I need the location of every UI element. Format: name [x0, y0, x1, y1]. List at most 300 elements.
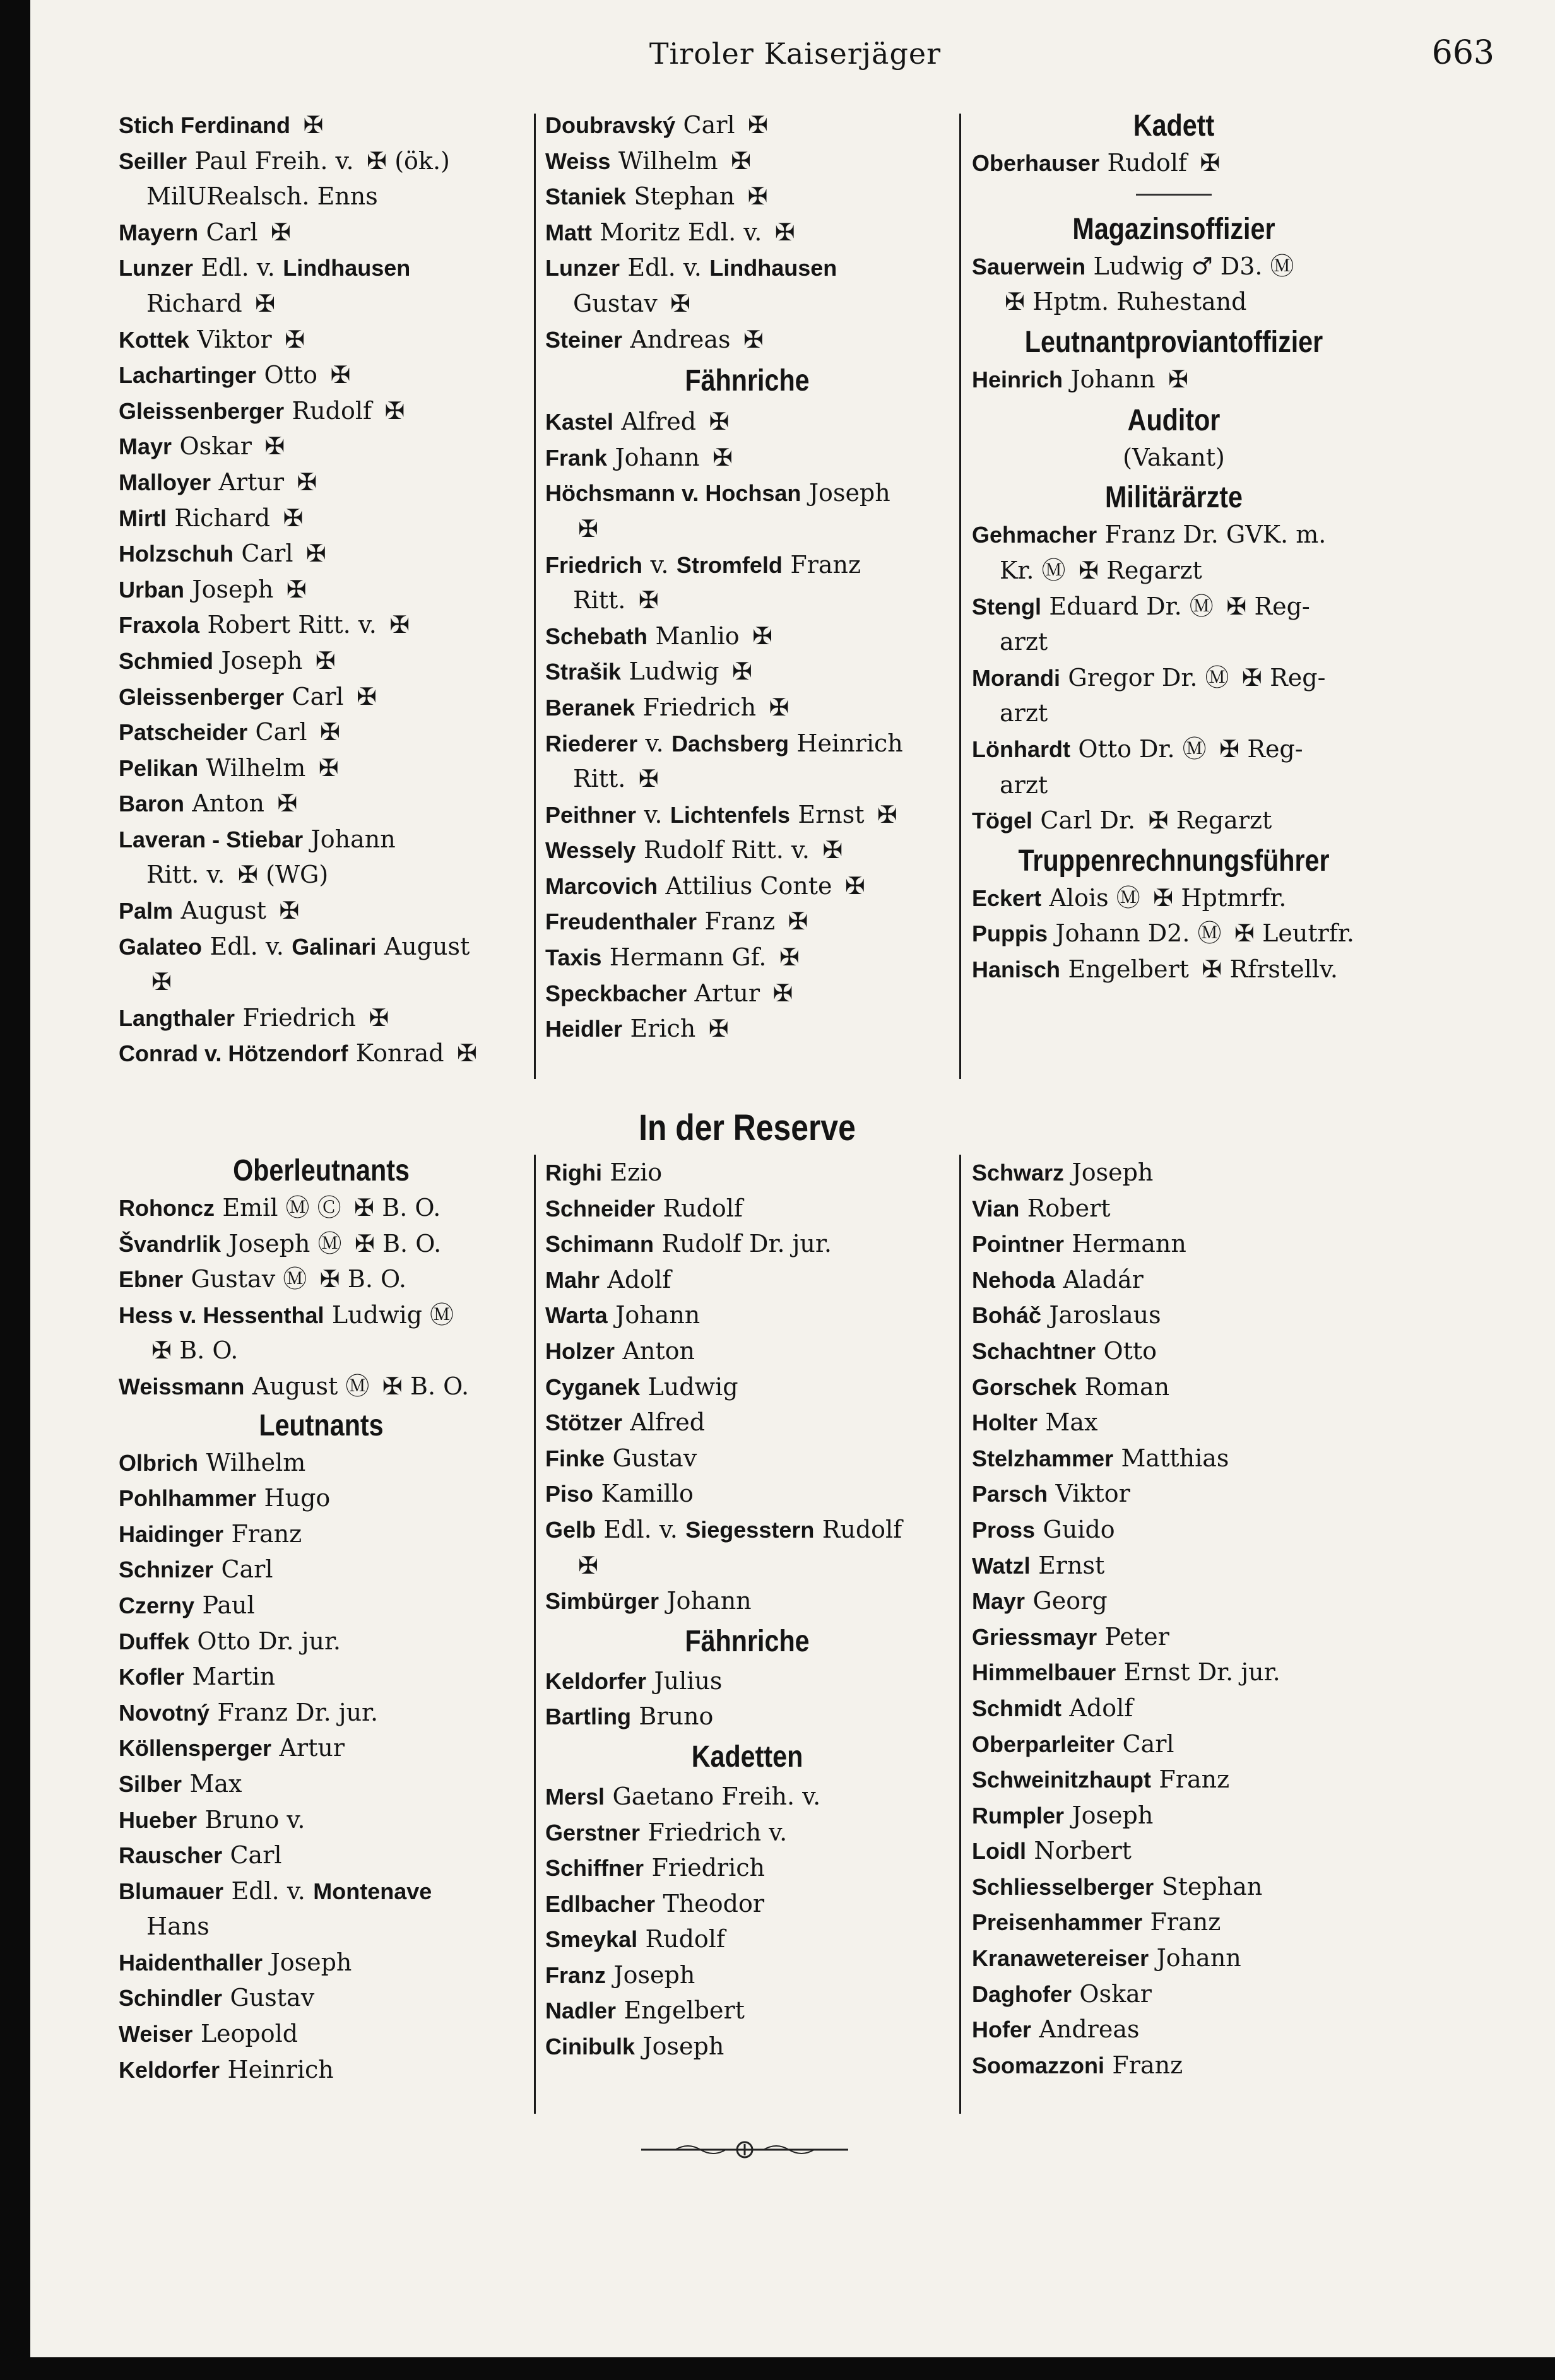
list-item — [972, 1512, 1376, 1548]
entry-surname: Peithner — [545, 801, 637, 828]
merit-cross-icon: ✠ — [382, 1372, 403, 1400]
merit-cross-icon: ✠ — [731, 146, 751, 175]
entry-predicate-name: Lindhausen — [283, 255, 411, 281]
merit-cross-icon: ✠ — [731, 657, 752, 686]
entry-given-name: Rudolf — [663, 1194, 743, 1222]
entry-given-name: Hugo — [264, 1484, 331, 1512]
entry-given-name: Joseph — [1072, 1158, 1154, 1186]
entry-given-name: Roman — [1084, 1372, 1170, 1401]
entry-surname: Kofler — [119, 1664, 185, 1690]
merit-cross-icon: ✠ — [1226, 592, 1247, 620]
list-item — [545, 1850, 949, 1886]
list-item — [119, 1873, 524, 1909]
entry-surname: Galateo — [119, 933, 203, 960]
entry-surname: Cyganek — [545, 1374, 641, 1400]
entry-surname: Weiss — [545, 148, 611, 174]
entry-given-name: Wilhelm — [206, 753, 306, 782]
entry-note: Hptm. Ruhestand — [1032, 288, 1247, 316]
entry-given-name: Johann — [1070, 365, 1156, 393]
entry-given-name: Robert — [1027, 1194, 1111, 1222]
list-item — [972, 284, 1376, 320]
entry-surname: Olbrich — [119, 1449, 199, 1476]
entry-given-name: v. — [645, 729, 664, 757]
entry-given-name: Kamillo — [601, 1480, 694, 1508]
entry-surname: Schachtner — [972, 1338, 1096, 1364]
list-item — [119, 1945, 524, 1981]
list-item — [972, 1798, 1376, 1834]
list-item — [119, 357, 524, 393]
entry-surname: Rauscher — [119, 1842, 223, 1869]
entry-surname: Piso — [545, 1481, 594, 1507]
entry-continuation: Hans — [146, 1912, 210, 1941]
list-item — [545, 440, 949, 476]
entry-surname: Gorschek — [972, 1374, 1077, 1400]
list-item — [545, 1369, 949, 1405]
entry-continuation: Ritt. — [573, 586, 626, 615]
entry-note: B. O. — [347, 1265, 406, 1293]
entry-surname: Riederer — [545, 730, 638, 757]
entry-note: Reg- — [1254, 592, 1310, 620]
list-item — [119, 1730, 524, 1766]
merit-cross-icon: ✠ — [255, 289, 275, 317]
auditor-vakant: (Vakant) — [1123, 444, 1225, 472]
list-item — [119, 857, 524, 893]
merit-cross-icon: ✠ — [285, 325, 305, 353]
entry-given-name: Adolf — [607, 1265, 671, 1293]
list-item — [972, 2047, 1376, 2083]
list-item — [545, 1262, 949, 1298]
entry-predicate-name: Lichtenfels — [670, 801, 790, 828]
list-item — [972, 1369, 1376, 1405]
list-item — [972, 1762, 1376, 1798]
entry-given-name: Edl. v. — [627, 254, 702, 282]
entry-surname: Kottek — [119, 326, 190, 353]
list-item — [119, 1695, 524, 1731]
entry-surname: Taxis — [545, 945, 602, 971]
entry-continuation: arzt — [1000, 770, 1048, 799]
merit-cross-icon: ✠ — [769, 693, 789, 721]
merit-cross-icon: ✠ — [1153, 883, 1173, 912]
list-reserve-col2 — [545, 1155, 949, 1619]
merit-cross-icon: ✠ — [237, 861, 258, 889]
entry-given-name: Johann — [615, 443, 700, 471]
entry-given-name: Joseph — [221, 646, 303, 675]
list-item — [972, 1833, 1376, 1869]
entry-given-name: Joseph — [192, 575, 274, 603]
list-item — [972, 880, 1376, 916]
merit-cross-icon: ✠ — [366, 146, 387, 175]
entry-predicate-name: Montenave — [313, 1878, 432, 1904]
merit-cross-icon: ✠ — [779, 943, 800, 972]
entry-surname: Nadler — [545, 1998, 617, 2024]
entry-continuation: Ritt. v. — [146, 861, 225, 889]
column-3 — [972, 107, 1376, 987]
entry-surname: Schnizer — [119, 1557, 214, 1583]
list-item — [545, 761, 949, 797]
list-item — [972, 731, 1376, 767]
entry-surname: Lunzer — [545, 255, 620, 281]
entry-given-name-2: Ernst — [798, 800, 865, 828]
entry-given-name: Jaroslaus — [1049, 1301, 1161, 1329]
entry-surname: Ebner — [119, 1266, 184, 1293]
list-item — [545, 250, 949, 286]
entry-given-name: Richard — [174, 504, 271, 532]
merit-cross-icon: ✠ — [319, 718, 340, 746]
merit-cross-icon: ✠ — [318, 753, 339, 782]
entry-given-name: Hermann Gf. — [609, 943, 767, 972]
list-item — [972, 1726, 1376, 1762]
entry-note: Rfrstellv. — [1229, 955, 1338, 983]
list-item — [972, 951, 1376, 987]
entry-given-name: Bruno v. — [204, 1805, 305, 1834]
heading-kadetten: Kadetten — [691, 1740, 803, 1774]
entry-surname: Steiner — [545, 326, 623, 353]
entry-given-name: Max — [1045, 1408, 1098, 1437]
list-item — [119, 1802, 524, 1838]
entry-given-name: Paul Freih. v. — [194, 146, 354, 175]
list-item — [545, 179, 949, 215]
entry-given-name: Ludwig — [647, 1372, 738, 1401]
merit-cross-icon: ✠ — [712, 443, 733, 471]
list-item — [972, 803, 1376, 839]
list-militaeraerzte — [972, 517, 1376, 838]
entry-given-name: Franz — [704, 907, 776, 936]
merit-cross-icon: ✠ — [844, 871, 865, 900]
entry-given-name: Peter — [1104, 1622, 1169, 1651]
scan-edge-left — [0, 0, 30, 2380]
entry-given-name-2: Rudolf — [822, 1515, 902, 1543]
heading-leutnantproviantoffizier: Leutnantproviantoffizier — [1024, 325, 1323, 359]
entry-given-name: Carl — [221, 1555, 273, 1584]
list-item — [972, 1476, 1376, 1512]
entry-surname: Haidinger — [119, 1521, 224, 1547]
list-item — [545, 1226, 949, 1262]
list-faehnriche — [545, 404, 949, 1047]
merit-cross-icon: ✠ — [638, 586, 659, 615]
entry-given-name: Rudolf — [645, 1925, 726, 1953]
entry-continuation: Gustav — [573, 289, 658, 317]
list-item — [545, 1663, 949, 1699]
list-item — [972, 767, 1376, 803]
list-item — [119, 179, 524, 215]
entry-given-name: Franz Dr. GVK. m. — [1104, 521, 1327, 549]
entry-given-name: Rudolf Ritt. v. — [643, 836, 810, 864]
list-item — [545, 322, 949, 358]
heading-reserve-faehnriche: Fähnriche — [685, 1624, 810, 1658]
entry-continuation: Kr. Ⓜ — [1000, 556, 1066, 584]
end-ornament — [637, 2139, 852, 2160]
merit-cross-icon: ✠ — [151, 1336, 172, 1365]
entry-given-name: Franz Dr. jur. — [217, 1698, 379, 1726]
list-item — [119, 2016, 524, 2052]
entry-surname: Lönhardt — [972, 736, 1070, 762]
column-rule-lower-left — [534, 1155, 536, 2114]
entry-given-name: Joseph Ⓜ — [228, 1229, 342, 1258]
entry-surname: Conrad v. Hötzendorf — [119, 1040, 348, 1067]
merit-cross-icon: ✠ — [743, 325, 764, 353]
list-item — [545, 107, 949, 143]
list-col2-upper — [545, 107, 949, 357]
entry-surname: Schiffner — [545, 1855, 644, 1882]
entry-note: Leutrfr. — [1262, 919, 1354, 948]
entry-surname: Frank — [545, 444, 608, 471]
merit-cross-icon: ✠ — [315, 646, 336, 675]
merit-cross-icon: ✠ — [708, 1015, 729, 1043]
list-item — [545, 975, 949, 1011]
entry-given-name: Anton — [192, 789, 264, 818]
entry-surname: Schneider — [545, 1195, 656, 1222]
list-item — [119, 428, 524, 464]
entry-given-name: Andreas — [630, 325, 731, 353]
column-rule-upper-left — [534, 114, 536, 1079]
entry-given-name: Joseph — [642, 2032, 724, 2061]
column-rule-lower-right — [959, 1155, 961, 2114]
entry-given-name: Carl — [1122, 1729, 1174, 1758]
list-item — [545, 1779, 949, 1815]
merit-cross-icon: ✠ — [286, 575, 307, 603]
entry-surname: Schmidt — [972, 1695, 1062, 1721]
merit-cross-icon: ✠ — [264, 432, 285, 461]
entry-surname: Wessely — [545, 837, 636, 864]
list-item — [119, 250, 524, 286]
entry-surname: Schwarz — [972, 1160, 1065, 1186]
entry-surname: Oberparleiter — [972, 1731, 1115, 1757]
entry-surname: Blumauer — [119, 1878, 224, 1904]
entry-given-name: Matthias — [1121, 1444, 1229, 1472]
entry-given-name: Franz — [1112, 2051, 1183, 2079]
merit-cross-icon: ✠ — [752, 622, 772, 650]
list-item — [972, 1583, 1376, 1619]
entry-given-name: Alois Ⓜ — [1049, 883, 1140, 912]
list-item — [972, 1619, 1376, 1655]
entry-surname: Holter — [972, 1410, 1038, 1436]
entry-surname: Stelzhammer — [972, 1445, 1114, 1471]
list-item — [545, 2029, 949, 2065]
merit-cross-icon: ✠ — [354, 1229, 375, 1258]
merit-cross-icon: ✠ — [1148, 806, 1169, 835]
entry-continuation: Ritt. — [573, 765, 626, 793]
entry-given-name: Johann — [615, 1301, 701, 1329]
list-item — [545, 1191, 949, 1227]
entry-surname: Pointner — [972, 1231, 1065, 1258]
list-item — [972, 2012, 1376, 2047]
merit-cross-icon: ✠ — [354, 1194, 374, 1222]
list-item — [545, 475, 949, 511]
entry-given-name: Ernst Dr. jur. — [1123, 1658, 1280, 1687]
entry-surname: Urban — [119, 576, 185, 603]
list-item — [119, 1588, 524, 1623]
entry-note: Regarzt — [1176, 806, 1272, 835]
entry-given-name: Edl. v. — [231, 1876, 305, 1905]
list-item — [119, 750, 524, 786]
entry-given-name: Julius — [654, 1666, 723, 1695]
entry-given-name: Edl. v. — [603, 1515, 678, 1543]
heading-faehnriche: Fähnriche — [685, 364, 810, 398]
entry-given-name: Carl — [206, 218, 258, 246]
entry-given-name: Ernst — [1038, 1551, 1105, 1579]
entry-given-name: Guido — [1043, 1515, 1115, 1543]
merit-cross-icon: ✠ — [638, 765, 659, 793]
list-item — [545, 286, 949, 322]
entry-given-name: Franz — [231, 1519, 302, 1548]
entry-note: B. O. — [179, 1336, 239, 1365]
entry-given-name: Joseph — [270, 1948, 352, 1976]
entry-surname: Friedrich — [545, 551, 643, 578]
entry-given-name: Gustav — [230, 1984, 315, 2012]
list-truppen — [972, 880, 1376, 987]
page-number: 663 — [1431, 34, 1494, 72]
heading-truppenrechnungsfuehrer: Truppenrechnungsführer — [1018, 844, 1330, 878]
entry-given-name: Max — [189, 1769, 242, 1798]
list-item — [119, 1190, 524, 1226]
entry-surname: Bartling — [545, 1704, 632, 1730]
merit-cross-icon: ✠ — [297, 468, 317, 496]
entry-surname: Mirtl — [119, 505, 167, 531]
heading-auditor: Auditor — [1127, 404, 1221, 438]
merit-cross-icon: ✠ — [283, 504, 304, 532]
merit-cross-icon: ✠ — [357, 682, 377, 710]
list-item — [972, 249, 1376, 285]
merit-cross-icon: ✠ — [772, 979, 793, 1007]
entry-surname: Heinrich — [972, 366, 1063, 392]
merit-cross-icon: ✠ — [389, 611, 410, 639]
list-item — [972, 1976, 1376, 2012]
entry-surname: Gleissenberger — [119, 398, 285, 424]
merit-cross-icon: ✠ — [270, 218, 291, 246]
merit-cross-icon: ✠ — [747, 182, 768, 211]
entry-surname: Lachartinger — [119, 362, 257, 389]
entry-surname: Edlbacher — [545, 1890, 656, 1917]
list-item — [545, 582, 949, 618]
entry-given-name: Otto Dr. Ⓜ — [1078, 734, 1207, 763]
list-item — [545, 1297, 949, 1333]
list-reserve-col3 — [972, 1155, 1376, 2083]
entry-given-name: Rudolf Dr. jur. — [661, 1230, 832, 1258]
merit-cross-icon: ✠ — [384, 396, 405, 425]
entry-surname: Hofer — [972, 2017, 1032, 2043]
entry-given-name: Joseph — [1072, 1801, 1154, 1829]
entry-surname: Cinibulk — [545, 2034, 635, 2060]
entry-surname: Langthaler — [119, 1004, 235, 1031]
list-item — [119, 1261, 524, 1297]
entry-surname: Mahr — [545, 1266, 600, 1293]
entry-surname: Staniek — [545, 184, 627, 210]
entry-given-name: Carl — [683, 111, 735, 139]
entry-continuation: arzt — [1000, 699, 1048, 728]
list-item — [119, 1659, 524, 1695]
list-reserve-faehnriche — [545, 1663, 949, 1735]
heading-kadett: Kadett — [1133, 109, 1215, 143]
column-rule-upper-right — [959, 114, 961, 1079]
entry-surname: Palm — [119, 898, 174, 924]
list-item — [119, 143, 524, 179]
entry-given-name: Ludwig — [629, 657, 719, 686]
entry-surname: Schmied — [119, 647, 214, 674]
entry-continuation: MilURealsch. Enns — [146, 182, 378, 211]
entry-surname: Mersl — [545, 1783, 605, 1810]
column-1-lower — [119, 1152, 524, 2087]
entry-given-name: Otto — [1103, 1336, 1157, 1365]
list-col1-upper — [119, 107, 524, 1071]
list-item — [119, 500, 524, 536]
list-item — [545, 215, 949, 250]
entry-given-name: Gregor Dr. Ⓜ — [1068, 663, 1229, 692]
list-item — [119, 107, 524, 143]
entry-given-name: Otto — [264, 361, 318, 389]
entry-surname: Matt — [545, 219, 592, 245]
entry-surname: Pohlhammer — [119, 1485, 257, 1512]
merit-cross-icon: ✠ — [151, 968, 172, 996]
entry-given-name: Robert Ritt. v. — [207, 611, 377, 639]
entry-given-name: Friedrich — [242, 1003, 357, 1032]
entry-surname: Mayr — [972, 1588, 1026, 1615]
entry-given-name: Oskar — [179, 432, 252, 461]
entry-surname: Daghofer — [972, 1981, 1072, 2007]
list-item — [119, 786, 524, 822]
entry-continuation: arzt — [1000, 628, 1048, 656]
merit-cross-icon: ✠ — [1168, 365, 1188, 393]
entry-given-name: Aladár — [1063, 1265, 1144, 1293]
entry-surname: Beranek — [545, 694, 636, 721]
entry-given-name: Konrad — [355, 1039, 444, 1068]
entry-given-name: Ezio — [610, 1158, 663, 1186]
entry-given-name: August — [180, 897, 266, 925]
entry-given-name: Stephan — [634, 182, 735, 211]
entry-surname: Gleissenberger — [119, 683, 285, 710]
entry-given-name: v. — [644, 800, 663, 828]
merit-cross-icon: ✠ — [1219, 734, 1239, 763]
entry-given-name: Edl. v. — [201, 254, 275, 282]
entry-given-name-2: Heinrich — [796, 729, 903, 757]
list-item — [972, 660, 1376, 696]
entry-given-name: Johann — [666, 1587, 752, 1615]
column-2 — [545, 107, 949, 1047]
list-item — [545, 1886, 949, 1922]
list-item — [545, 1957, 949, 1993]
entry-note: Hptmrfr. — [1181, 883, 1287, 912]
entry-surname: Griessmayr — [972, 1623, 1097, 1650]
entry-given-name: Carl — [292, 682, 344, 710]
entry-surname: Kastel — [545, 409, 614, 435]
entry-given-name: Bruno — [639, 1702, 714, 1731]
entry-given-name: Stephan — [1161, 1872, 1263, 1900]
entry-surname: Hanisch — [972, 956, 1061, 982]
list-item — [119, 929, 524, 965]
list-item — [119, 1766, 524, 1802]
list-item — [545, 1440, 949, 1476]
entry-surname: Oberhauser — [972, 150, 1100, 176]
running-head: Tiroler Kaiserjäger — [649, 37, 942, 71]
entry-predicate-name: Stromfeld — [676, 551, 783, 578]
merit-cross-icon: ✠ — [369, 1003, 389, 1032]
entry-given-name: Gustav — [612, 1444, 697, 1472]
entry-predicate-name: Galinari — [292, 933, 377, 960]
merit-cross-icon: ✠ — [822, 836, 843, 864]
list-item — [119, 822, 524, 857]
entry-given-name: Emil Ⓜ Ⓒ — [222, 1194, 341, 1222]
entry-given-name: Viktor — [197, 325, 272, 353]
entry-given-name: Theodor — [663, 1889, 765, 1918]
heading-in-der-reserve: In der Reserve — [639, 1107, 856, 1148]
list-item — [545, 1815, 949, 1851]
merit-cross-icon: ✠ — [747, 111, 768, 139]
list-item — [545, 868, 949, 904]
list-item — [545, 143, 949, 179]
entry-given-name: Andreas — [1039, 2015, 1140, 2044]
list-item — [119, 2052, 524, 2088]
entry-given-name: Engelbert — [624, 1996, 745, 2025]
entry-surname: Lunzer — [119, 255, 194, 281]
